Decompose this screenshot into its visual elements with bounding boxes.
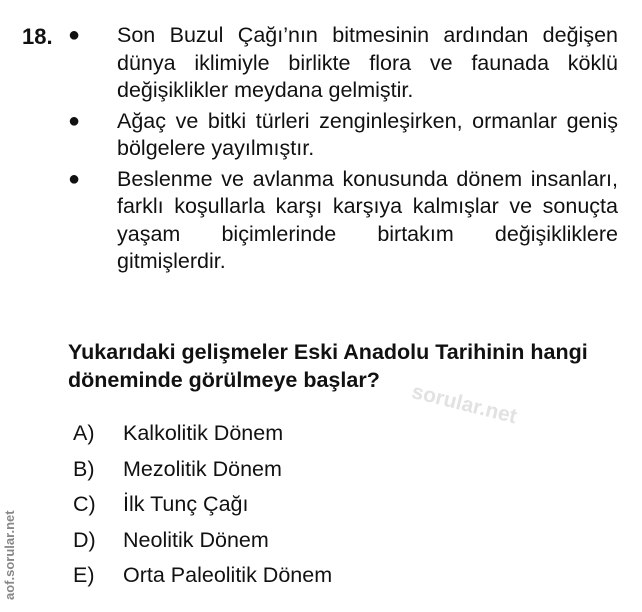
statement-item	[66, 108, 618, 163]
option-c[interactable]	[73, 489, 332, 525]
option-d[interactable]	[73, 525, 332, 561]
option-text: Neolitik Dönem	[123, 527, 269, 552]
answer-options	[73, 418, 332, 596]
question-text: Yukarıdaki gelişmeler Eski Anadolu Tarihinin hangi döneminde görülmeye başlar?	[68, 340, 588, 392]
statement-text: Ağaç ve bitki türleri zenginleşirken, ormanlar geniş bölgelere yayılmıştır.	[117, 108, 618, 160]
option-text: Orta Paleolitik Dönem	[123, 563, 333, 587]
statement-list	[66, 22, 618, 279]
option-label: E)	[73, 563, 95, 587]
watermark: sorular.net	[409, 380, 520, 429]
bullet-icon: ●	[68, 167, 81, 190]
option-label: D)	[73, 527, 96, 552]
option-a[interactable]	[73, 418, 332, 454]
statement-text: Son Buzul Çağı’nın bitmesinin ardından değişen dünya iklimiyle birlikte flora ve faunada köklü değişiklikler meydana gelmiştir.	[117, 23, 618, 102]
side-watermark: aof.sorular.net	[2, 510, 17, 600]
bullet-icon: ●	[68, 24, 81, 46]
statement-item	[66, 22, 618, 105]
statement-text: Beslenme ve avlanma konusunda dönem insanları, farklı koşullarla karşı karşıya kalmışlar ve sonuçta yaşam biçimlerinde birtakım değişikliklere gitmişlerdir.	[117, 166, 618, 273]
option-label: C)	[73, 492, 96, 516]
option-b[interactable]	[73, 454, 332, 490]
statement-item	[66, 166, 618, 276]
option-label: B)	[73, 456, 95, 481]
option-text: Kalkolitik Dönem	[123, 421, 284, 445]
option-label: A)	[73, 421, 95, 445]
bullet-icon: ●	[68, 109, 81, 132]
option-text: Mezolitik Dönem	[123, 456, 282, 481]
option-text: İlk Tunç Çağı	[123, 492, 249, 516]
option-e[interactable]	[73, 560, 332, 596]
question-number: 18.	[22, 24, 53, 49]
